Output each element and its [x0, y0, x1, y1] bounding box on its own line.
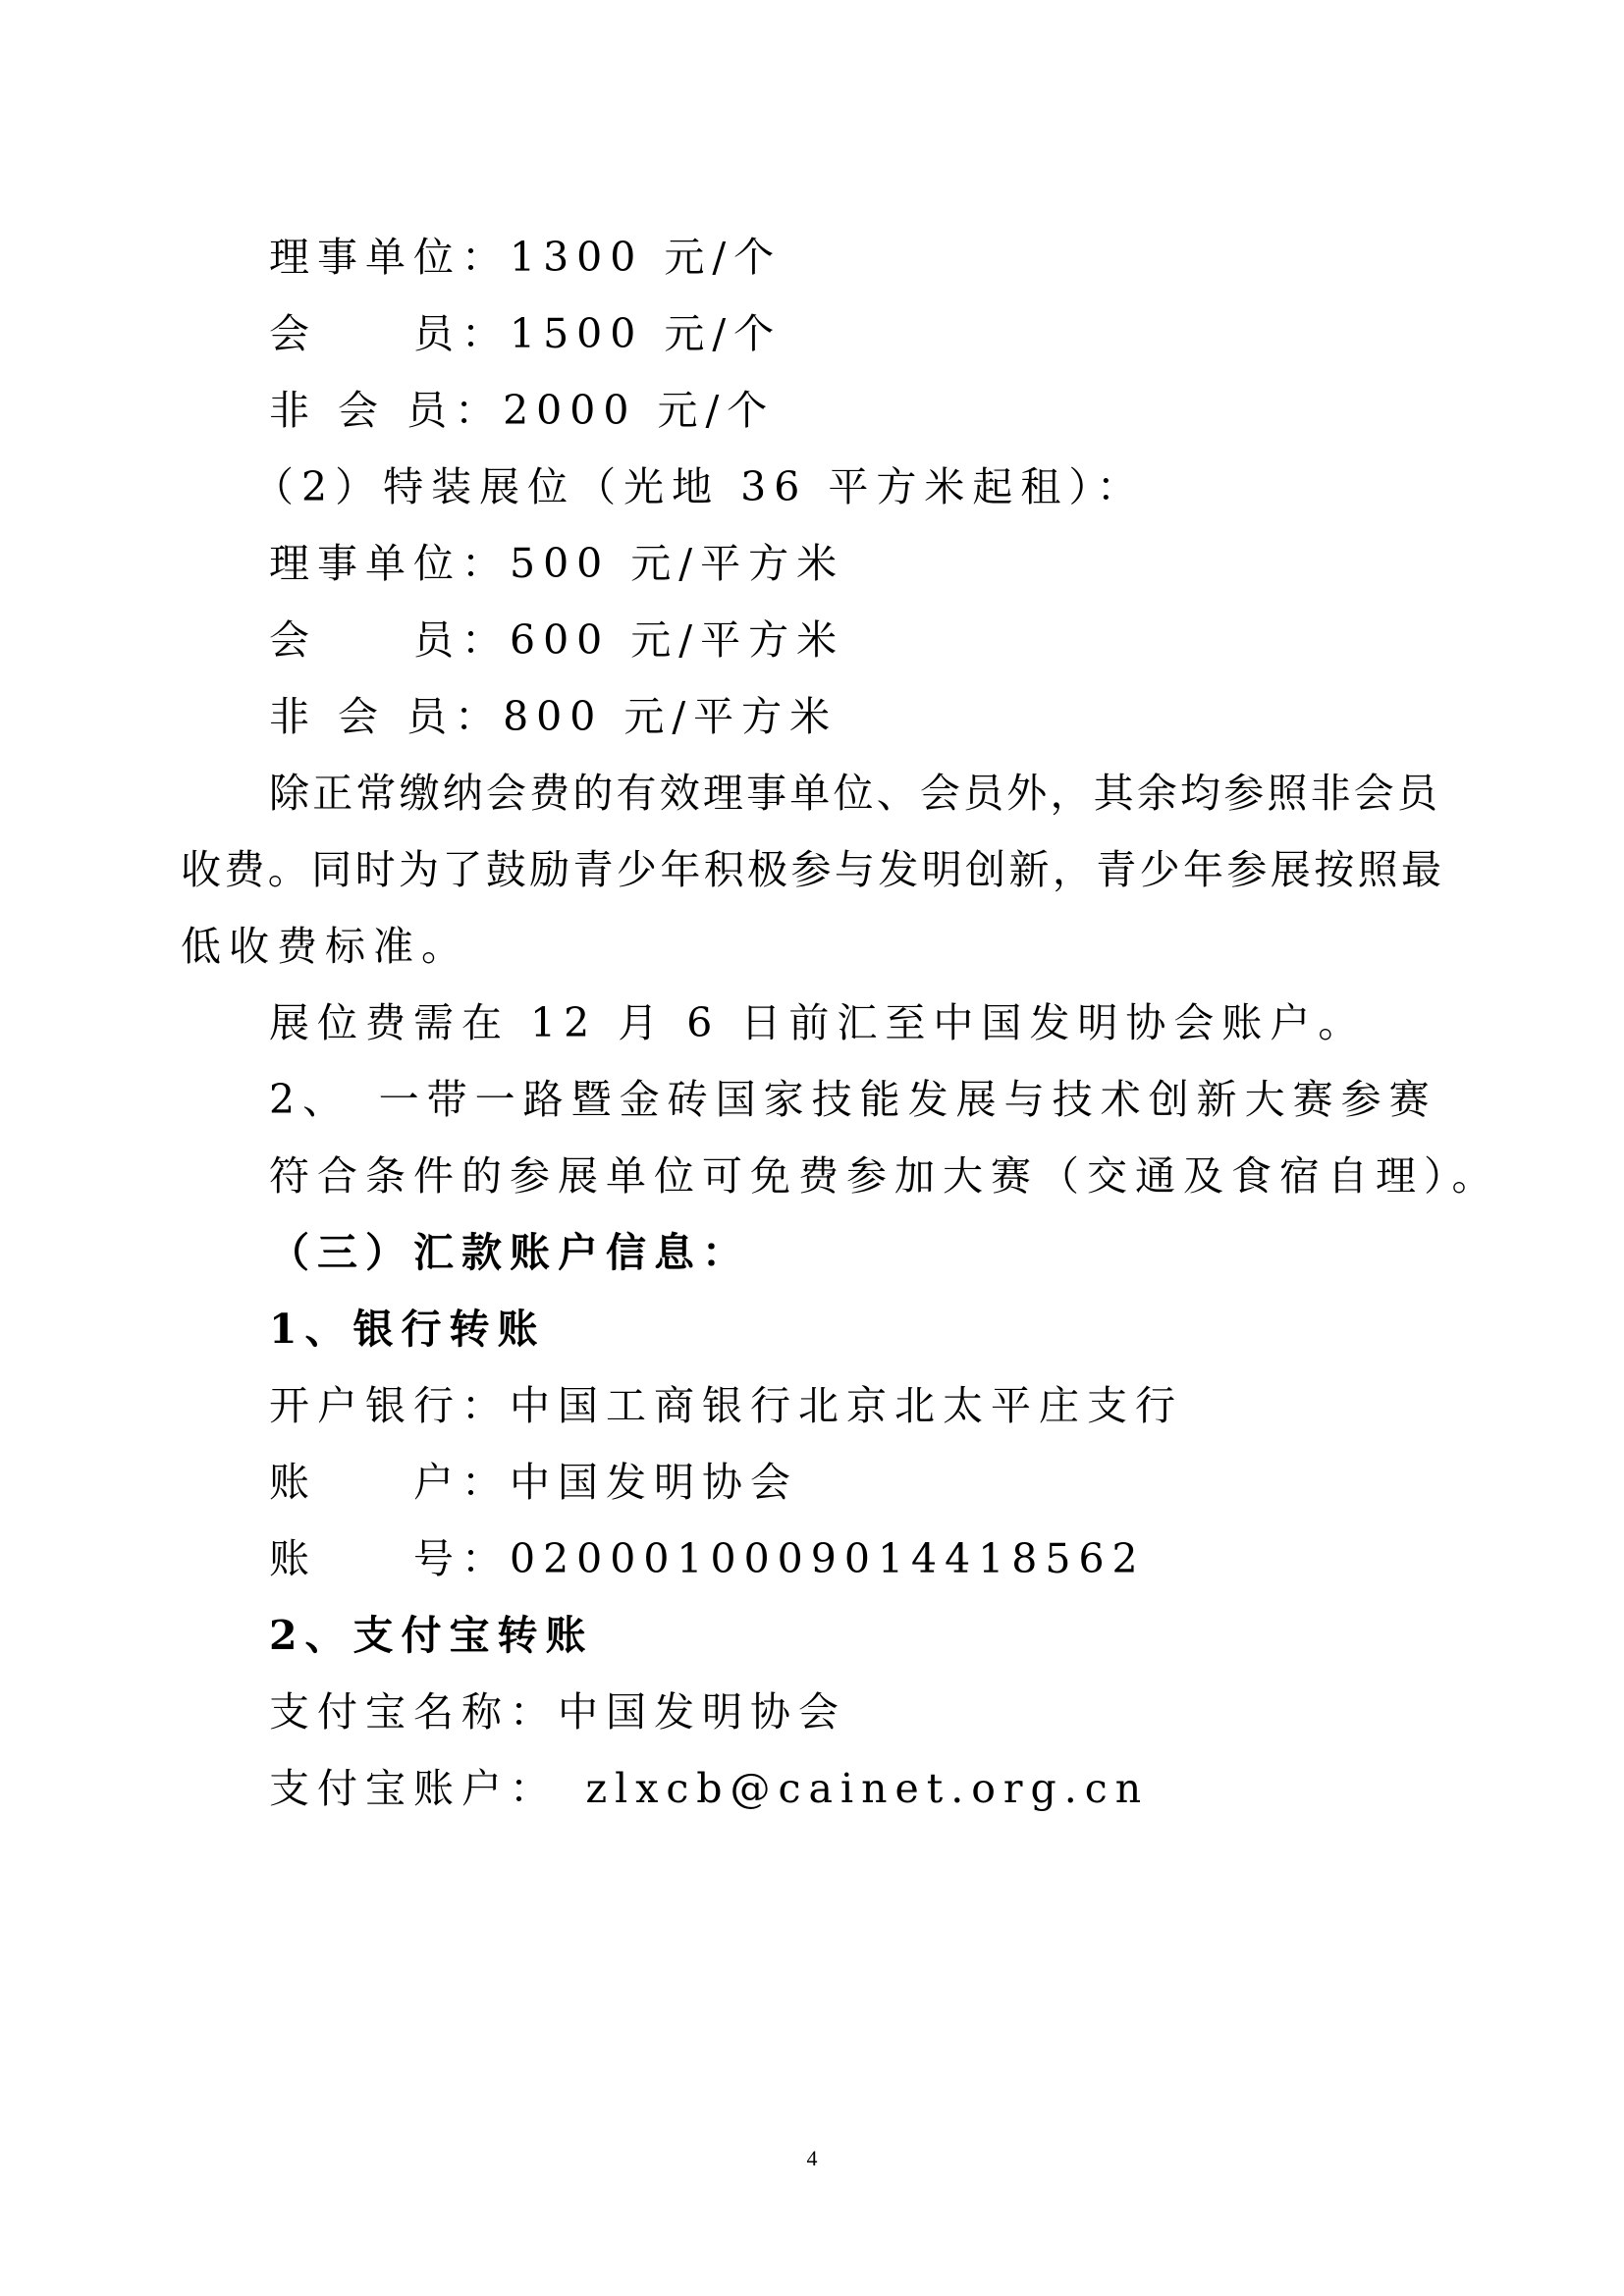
fee-line-nonmember: 非 会 员：2000 元/个	[269, 387, 776, 434]
alipay-name-line: 支付宝名称：中国发明协会	[269, 1688, 846, 1735]
alipay-transfer-heading: 2、支付宝转账	[269, 1612, 594, 1659]
fees-paragraph-line-3: 低收费标准。	[181, 923, 469, 970]
bank-name-line: 开户银行：中国工商银行北京北太平庄支行	[269, 1382, 1183, 1429]
fee-line-council: 理事单位：1300 元/个	[269, 234, 783, 281]
alipay-account-line: 支付宝账户： zlxcb@cainet.org.cn	[269, 1765, 1150, 1812]
special-fee-member: 会 员：600 元/平方米	[269, 616, 845, 664]
fees-paragraph-line-1: 除正常缴纳会费的有效理事单位、会员外，其余均参照非会员	[269, 770, 1437, 817]
special-fee-nonmember: 非 会 员：800 元/平方米	[269, 693, 839, 740]
fees-paragraph-line-2: 收费。同时为了鼓励青少年积极参与发明创新，青少年参展按照最	[181, 846, 1441, 893]
special-booth-heading: （2）特装展位（光地 36 平方米起租）：	[253, 463, 1145, 510]
fee-line-member: 会 员：1500 元/个	[269, 310, 783, 357]
special-fee-council: 理事单位：500 元/平方米	[269, 540, 845, 587]
account-info-heading: （三）汇款账户信息：	[269, 1229, 750, 1276]
competition-text: 符合条件的参展单位可免费参加大赛（交通及食宿自理）。	[269, 1152, 1500, 1200]
account-number-line: 账 号：0200010009014418562	[269, 1535, 1146, 1582]
account-name-line: 账 户：中国发明协会	[269, 1459, 798, 1506]
payment-deadline: 展位费需在 12 月 6 日前汇至中国发明协会账户。	[269, 999, 1367, 1046]
page-number: 4	[806, 2146, 818, 2170]
bank-transfer-heading: 1、银行转账	[269, 1306, 546, 1353]
competition-heading: 2、 一带一路暨金砖国家技能发展与技术创新大赛参赛	[269, 1076, 1437, 1123]
